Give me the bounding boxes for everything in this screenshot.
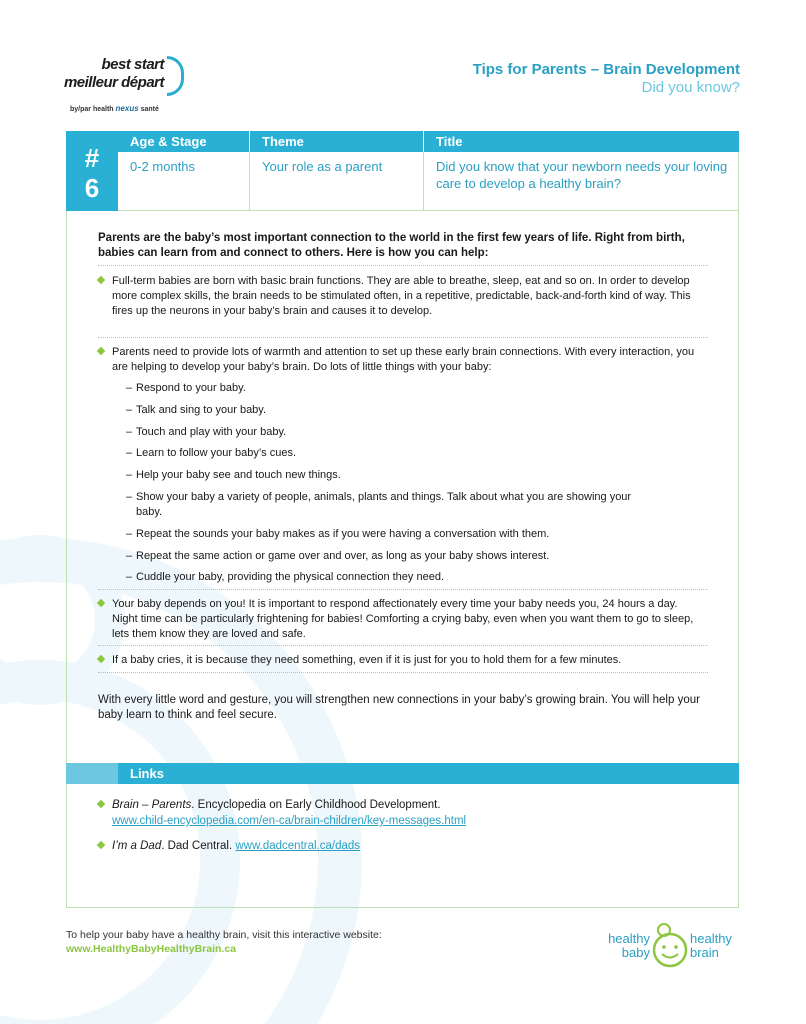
sub-list-item: – Repeat the same action or game over and over, as long as your baby shows interest.: [126, 550, 550, 562]
tip-number-badge: [66, 131, 118, 211]
dotted-divider: [98, 337, 708, 338]
cell-age-stage: 0-2 months: [118, 152, 250, 211]
sub-list-item: – Cuddle your baby, providing the physical connection they need.: [126, 571, 444, 583]
bullet-text: Parents need to provide lots of warmth and attention to set up these early brain connections. With every interaction, you are helping to develop your baby’s brain. Do lots of little things with your baby:: [112, 346, 695, 373]
diamond-bullet-icon: [97, 800, 105, 808]
links-header-bar: [66, 763, 739, 784]
footer-website-link[interactable]: www.HealthyBabyHealthyBrain.ca: [66, 943, 236, 955]
best-start-logo: [63, 52, 200, 122]
sub-list-item: – Respond to your baby.: [126, 382, 246, 394]
diamond-bullet-icon: [97, 841, 105, 849]
dotted-divider: [98, 645, 708, 646]
sub-list-item: – Repeat the sounds your baby makes as if you were having a conversation with them.: [126, 528, 550, 540]
footer-text: To help your baby have a healthy brain, visit this interactive website:: [66, 929, 382, 941]
bullet-item: [98, 653, 698, 668]
links-bar-accent: [66, 763, 118, 784]
bullet-text: Full-term babies are born with basic brain functions. They are able to breathe, sleep, eat and so on. In order to develop more complex skills, the brain needs to be stimulated often, in a repetitive, predictable, back-and-forth kind of way. This fires up the neurons in your baby’s brain and causes it to develop.: [112, 275, 691, 317]
link-source: . Encyclopedia on Early Childhood Development.: [191, 799, 441, 811]
link-title: I’m a Dad: [112, 840, 162, 852]
hb-logo-left-text: healthy baby: [608, 931, 650, 960]
cell-theme: Your role as a parent: [250, 152, 424, 211]
link-url[interactable]: www.child-encyclopedia.com/en-ca/brain-children/key-messages.html: [112, 815, 467, 827]
dotted-divider: [98, 589, 708, 590]
intro-paragraph: Parents are the baby’s most important connection to the world in the first few years of life. Right from birth, babies can learn from and connect to others. Here is how you can help:: [98, 232, 685, 259]
diamond-bullet-icon: [97, 655, 105, 663]
logo-text-best-start: best start: [101, 56, 164, 73]
diamond-bullet-icon: [97, 276, 105, 284]
closing-paragraph: With every little word and gesture, you will strengthen new connections in your baby’s growing brain. You will help your baby learn to think and feel secure.: [98, 694, 700, 721]
link-title: Brain – Parents: [112, 799, 192, 811]
logo-arc-icon: [167, 56, 184, 96]
bullet-text: Your baby depends on you! It is important to respond affectionately every time your baby needs you, 24 hours a day. Night time can be particularly frightening for babies! Comforting a crying baby, even when you want them to go to sleep, lets them know they are loved and safe.: [112, 598, 694, 640]
link-item: [98, 838, 698, 854]
diamond-bullet-icon: [97, 599, 105, 607]
bullet-item: [98, 597, 698, 642]
document-subtitle: Did you know?: [641, 79, 740, 96]
sub-list-item: – Talk and sing to your baby.: [126, 404, 267, 416]
sub-list-item: – Show your baby a variety of people, animals, plants and things. Talk about what you are showing your baby.: [126, 491, 632, 518]
healthy-baby-healthy-brain-logo: [598, 918, 740, 970]
link-source: . Dad Central.: [161, 840, 233, 852]
header-age-stage: Age & Stage: [118, 131, 250, 152]
sub-list-item: – Touch and play with your baby.: [126, 426, 287, 438]
baby-face-icon: [650, 920, 690, 970]
diamond-bullet-icon: [97, 347, 105, 355]
cell-title: Did you know that your newborn needs your loving care to develop a healthy brain?: [424, 152, 739, 211]
links-heading: Links: [130, 766, 164, 781]
sub-list-item: – Help your baby see and touch new things.: [126, 469, 341, 481]
hb-logo-right-text: healthy brain: [690, 931, 732, 960]
hash-symbol: #: [84, 143, 100, 173]
tip-number: 6: [84, 173, 100, 203]
bullet-item: [98, 274, 698, 319]
logo-nexus: nexus: [115, 104, 139, 113]
dotted-divider: [98, 265, 708, 266]
header-title: Title: [424, 131, 739, 152]
link-url[interactable]: www.dadcentral.ca/dads: [235, 840, 361, 852]
logo-byline: by/par health nexus santé: [70, 104, 159, 113]
link-item: [98, 797, 698, 829]
bullet-item: [98, 345, 698, 375]
sub-list-item: – Learn to follow your baby’s cues.: [126, 447, 296, 459]
dotted-divider: [98, 672, 708, 673]
document-title: Tips for Parents – Brain Development: [472, 61, 740, 78]
tip-meta-table: [118, 131, 739, 211]
bullet-text: If a baby cries, it is because they need something, even if it is just for you to hold them for a few minutes.: [112, 654, 622, 666]
header-theme: Theme: [250, 131, 424, 152]
logo-text-meilleur-depart: meilleur départ: [63, 74, 164, 91]
